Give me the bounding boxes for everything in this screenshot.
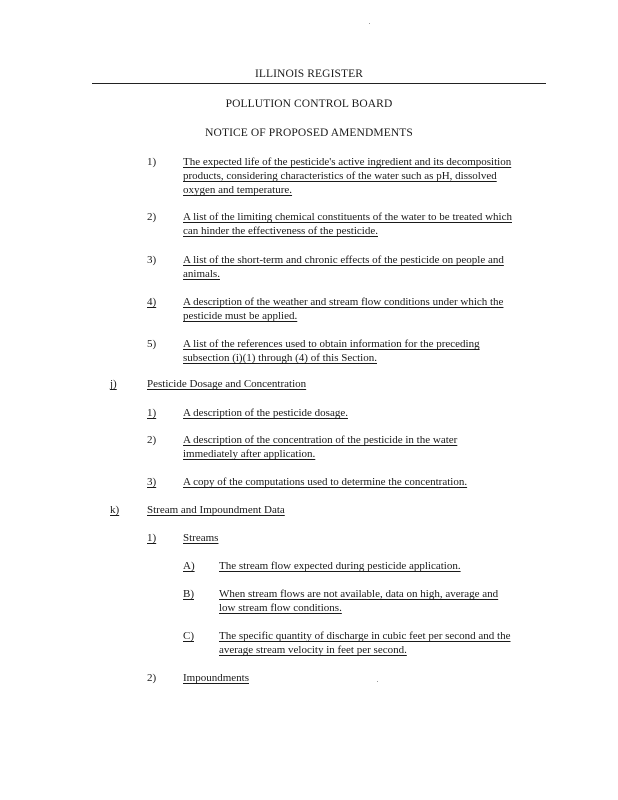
item-text-line: A description of the concentration of the pesticide in the water xyxy=(183,434,458,446)
item-label: 4) xyxy=(147,296,157,308)
item-text-line: oxygen and temperature. xyxy=(183,184,293,196)
item-text-line: animals. xyxy=(183,268,220,280)
scan-speck xyxy=(369,23,370,24)
item-text-line: The stream flow expected during pesticide application. xyxy=(219,560,461,572)
item-label: A) xyxy=(183,560,195,572)
item-label: C) xyxy=(183,630,194,642)
section-title: Stream and Impoundment Data xyxy=(147,504,285,516)
item-text-line: products, considering characteristics of the water such as pH, dissolved xyxy=(183,170,497,182)
section-title: Pesticide Dosage and Concentration xyxy=(147,378,307,390)
item-text-line: A list of the limiting chemical constituents of the water to be treated which xyxy=(183,211,512,223)
item-text-line: immediately after application. xyxy=(183,448,316,460)
notice-title: NOTICE OF PROPOSED AMENDMENTS xyxy=(205,127,413,139)
subsection-label: 1) xyxy=(147,532,157,544)
subsection-label: 2) xyxy=(147,672,157,684)
item-text-line: pesticide must be applied. xyxy=(183,310,298,322)
item-text-line: The specific quantity of discharge in cubic feet per second and the xyxy=(219,630,511,642)
item-label: 2) xyxy=(147,211,157,223)
register-title: ILLINOIS REGISTER xyxy=(254,68,364,80)
section-label: j) xyxy=(110,378,117,390)
item-label: 5) xyxy=(147,338,157,350)
item-text-line: A list of the references used to obtain information for the preceding xyxy=(183,338,480,350)
item-text-line: average stream velocity in feet per second. xyxy=(219,644,407,656)
item-label: 3) xyxy=(147,254,157,266)
section-label: k) xyxy=(110,504,120,516)
board-title: POLLUTION CONTROL BOARD xyxy=(225,98,393,110)
scan-speck xyxy=(377,681,378,682)
item-label: B) xyxy=(183,588,194,600)
item-label: 3) xyxy=(147,476,157,488)
item-text-line: subsection (i)(1) through (4) of this Section. xyxy=(183,352,377,364)
item-text-line: The expected life of the pesticide's active ingredient and its decomposition xyxy=(183,156,512,168)
item-text-line: A list of the short-term and chronic effects of the pesticide on people and xyxy=(183,254,504,266)
item-text-line: When stream flows are not available, data on high, average and xyxy=(219,588,499,600)
item-text-line: can hinder the effectiveness of the pesticide. xyxy=(183,225,378,237)
item-label: 1) xyxy=(147,407,157,419)
subsection-title: Impoundments xyxy=(183,672,249,684)
item-text-line: A description of the pesticide dosage. xyxy=(183,407,348,419)
header-rule xyxy=(92,83,546,84)
item-text-line: low stream flow conditions. xyxy=(219,602,342,614)
item-label: 2) xyxy=(147,434,157,446)
item-label: 1) xyxy=(147,156,157,168)
item-text-line: A description of the weather and stream flow conditions under which the xyxy=(183,296,504,308)
item-text-line: A copy of the computations used to determine the concentration. xyxy=(183,476,468,488)
subsection-title: Streams xyxy=(183,532,219,544)
